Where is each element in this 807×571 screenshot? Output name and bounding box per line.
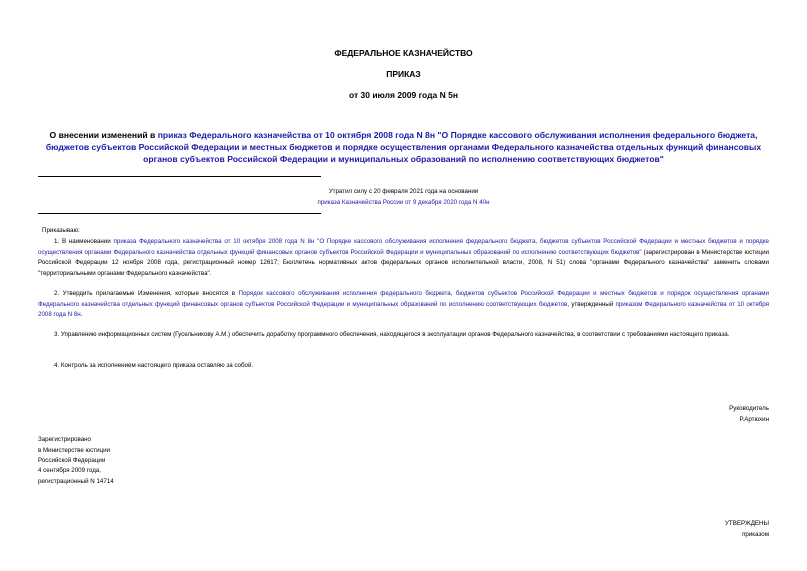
registration-line-2: в Министерстве юстиции: [38, 447, 111, 454]
item-2-text-c: .: [80, 311, 83, 319]
signature-name: Р.Артюхин: [739, 416, 769, 423]
item-2-text-a: 2. Утвердить прилагаемые Изменения, которые вносятся в: [54, 290, 239, 297]
doc-title: [38, 129, 769, 165]
title-prefix: О внесении изменений в: [49, 130, 158, 140]
item-3-text: 3. Управлению информационных систем (Гусельникову А.М.) обеспечить доработку программного обеспечения, находящегося в эксплуатации органов Федерального казначейства, в соответствии с требованиями настоящего приказа.: [54, 331, 730, 338]
order-word: Приказываю:: [42, 227, 80, 234]
item-2-link-2[interactable]: приказом Федерального казначейства от 10 октября 2008 года N 8н: [38, 300, 770, 319]
agency-name: ФЕДЕРАЛЬНОЕ КАЗНАЧЕЙСТВО: [334, 48, 473, 58]
item-1: [38, 237, 769, 279]
item-1-text-a: 1. В наименовании: [54, 238, 114, 245]
divider-top: [38, 176, 321, 177]
registration-line-5: регистрационный N 14714: [38, 478, 114, 485]
item-4-text: 4. Контроль за исполнением настоящего приказа оставляю за собой.: [54, 362, 254, 369]
approved-line-2: приказом: [742, 531, 769, 538]
doc-date-number: от 30 июля 2009 года N 5н: [349, 90, 458, 100]
lost-force-line2: [0, 197, 807, 208]
lost-force-link[interactable]: приказа Казначейства России от 9 декабря 2020 года N 40н: [317, 199, 490, 206]
item-4: [38, 361, 769, 372]
item-3: [38, 330, 769, 341]
item-2-text-b: , утвержденный: [567, 300, 616, 308]
lost-force-line1: Утратил силу с 20 февраля 2021 года на основании: [328, 188, 479, 195]
item-1-link[interactable]: приказа Федерального казначейства от 10 октября 2008 года N 8н "О Порядке кассового обслуживания исполнения федерального бюджета, бюджетов субъектов Российской Федерации и местных бюджетов и порядке осуществления органами Федерального казначейства отдельных функций финансовых органов субъектов Российской Федерации и муниципальных образований по исполнению соответствующих бюджетов": [38, 238, 769, 256]
registration-line-1: Зарегистрировано: [38, 436, 91, 443]
title-link[interactable]: приказ Федерального казначейства от 10 октября 2008 года N 8н "О Порядке кассового обслуживания исполнения федерального бюджета, бюджетов субъектов Российской Федерации и местных бюджетов и порядке осуществления органами Федерального казначейства отдельных функций финансовых органов субъектов Российской Федерации и муниципальных образований по исполнению соответствующих бюджетов": [45, 130, 762, 164]
doc-type: ПРИКАЗ: [386, 69, 421, 79]
signature-position: Руководитель: [729, 405, 769, 412]
approved-line-1: УТВЕРЖДЕНЫ: [725, 520, 769, 527]
registration-line-4: 4 сентября 2009 года,: [38, 467, 101, 474]
item-1-text-b: (зарегистрирован в Министерстве юстиции Российской Федерации 12 ноября 2008 года, регистрационный номер 12617; Бюллетень нормативных актов федеральных органов исполнительной власти, 2008, N 51) слова "органами Федерального казначейства" заменить словами "территориальными органами Федерального казначейства".: [38, 248, 769, 277]
item-2-link-1[interactable]: Порядок кассового обслуживания исполнения федерального бюджета, бюджетов субъектов Российской Федерации и местных бюджетов и порядок осуществления органами Федерального казначейства отдельных функций финансовых органов субъектов Российской Федерации и муниципальных образований по исполнению соответствующих бюджетов: [38, 290, 769, 308]
registration-line-3: Российской Федерации: [38, 457, 106, 464]
item-2: [38, 289, 769, 321]
divider-bottom: [38, 213, 321, 214]
